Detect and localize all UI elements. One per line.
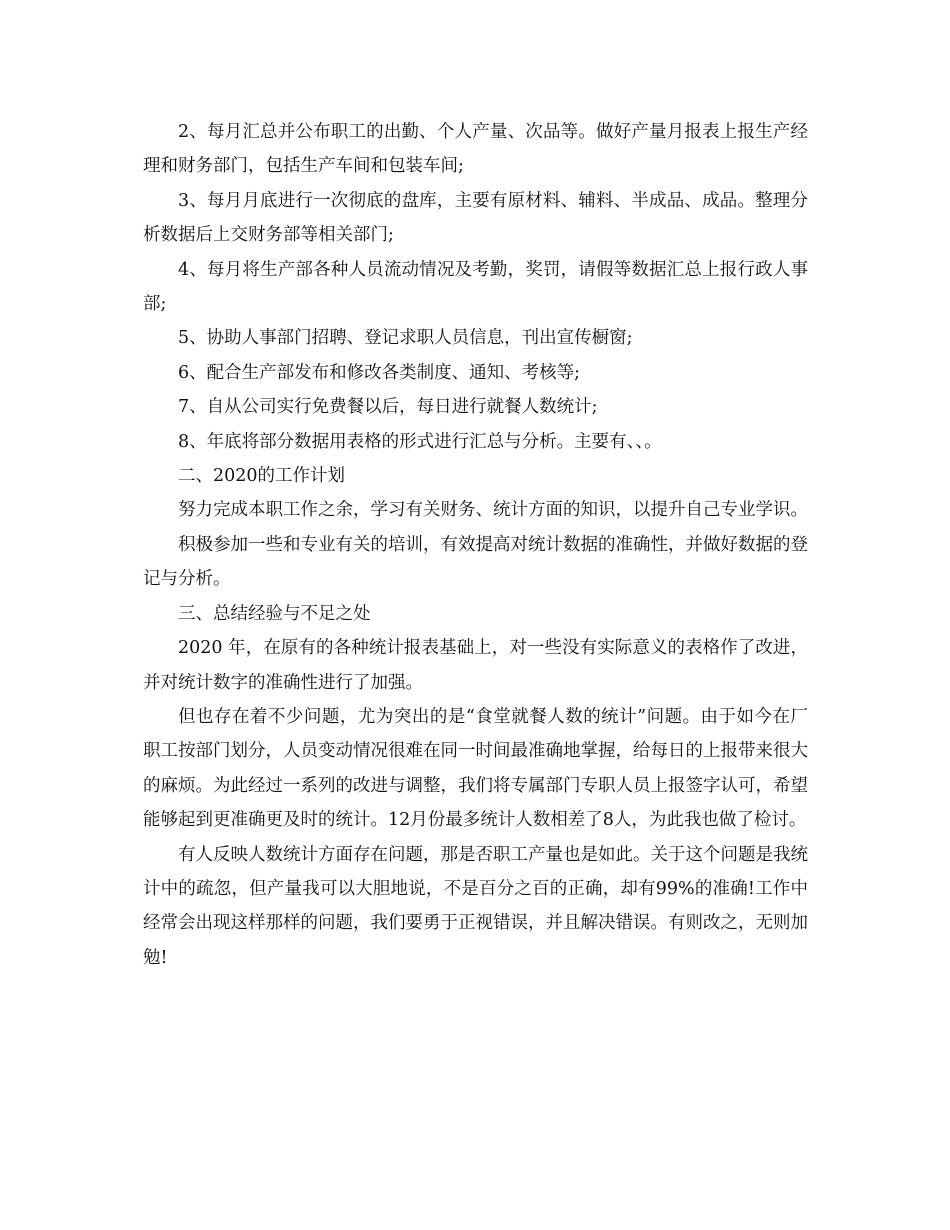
paragraph-item-3: 3、每月月底进行一次彻底的盘库，主要有原材料、辅料、半成品、成品。整理分析数据后上交财务部等相关部门; — [143, 190, 808, 246]
paragraph-item-4: 4、每月将生产部各种人员流动情况及考勤，奖罚，请假等数据汇总上报行政人事部; — [143, 259, 808, 315]
paragraph-item-6: 6、配合生产部发布和修改各类制度、通知、考核等; — [178, 362, 581, 383]
summary-paragraph-problems: 但也存在着不少问题，尤为突出的是“食堂就餐人数的统计”问题。由于如今在厂职工按部门划分，人员变动情况很难在同一时间最准确地掌握，给每日的上报带来很大的麻烦。为此经过一系列的改进与调整，我们将专属部门专职人员上报签字认可，希望能够起到更准确更及时的统计。12月份最多统计人数相差了8人，为此我也做了检讨。 — [143, 706, 808, 831]
paragraph-item-8: 8、年底将部分数据用表格的形式进行汇总与分析。主要有、、。 — [178, 431, 662, 452]
summary-paragraph-feedback: 有人反映人数统计方面存在问题，那是否职工产量也是如此。关于这个问题是我统计中的疏忽，但产量我可以大胆地说，不是百分之百的正确，却有99%的准确!工作中经常会出现这样那样的问题，我们要勇于正视错误，并且解决错误。有则改之，无则加勉! — [143, 844, 808, 968]
section-heading-summary: 三、总结经验与不足之处 — [178, 603, 371, 624]
paragraph-item-5: 5、协助人事部门招聘、登记求职人员信息，刊出宣传橱窗; — [178, 328, 633, 349]
paragraph-item-7: 7、自从公司实行免费餐以后，每日进行就餐人数统计; — [178, 397, 598, 418]
plan-paragraph-training: 积极参加一些和专业有关的培训，有效提高对统计数据的准确性，并做好数据的登记与分析。 — [143, 534, 808, 590]
paragraph-item-2: 2、每月汇总并公布职工的出勤、个人产量、次品等。做好产量月报表上报生产经理和财务部门，包括生产车间和包装车间; — [143, 122, 808, 177]
section-heading-plan: 二、2020的工作计划 — [178, 466, 346, 487]
plan-paragraph-study: 努力完成本职工作之余，学习有关财务、统计方面的知识，以提升自己专业学识。 — [178, 500, 808, 521]
document-body — [143, 115, 808, 975]
summary-paragraph-improvement: 2020 年，在原有的各种统计报表基础上，对一些没有实际意义的表格作了改进，并对统计数字的准确性进行了加强。 — [143, 638, 808, 693]
